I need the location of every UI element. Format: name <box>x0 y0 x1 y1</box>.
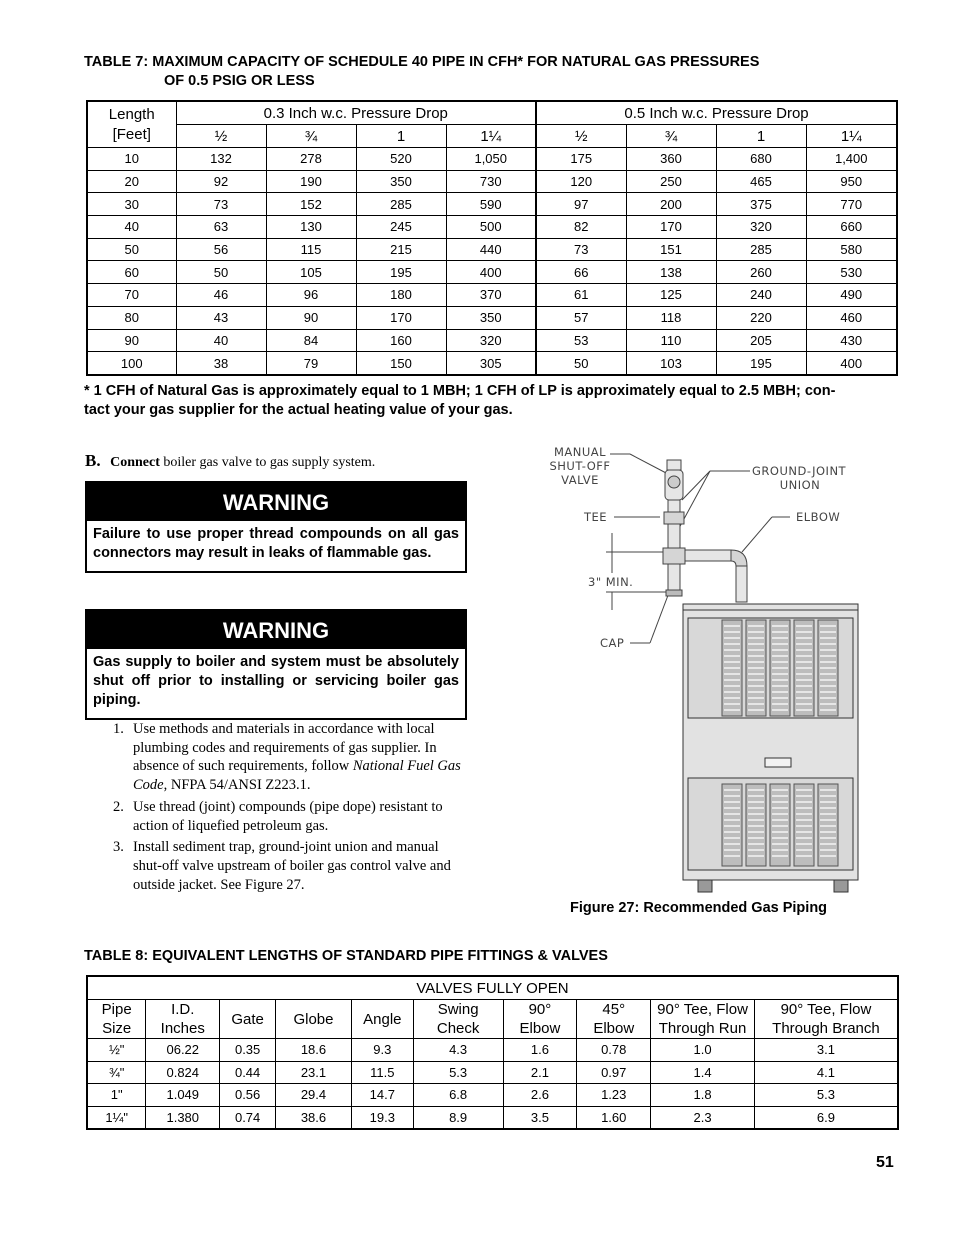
list-text: Install sediment trap, ground-joint union and manual shut-off valve upstream of boiler gas control valve and outside jacket. See Figure 27. <box>133 839 451 893</box>
step-b-verb: Connect <box>110 455 160 470</box>
length-value-cell: 6.8 <box>413 1084 503 1107</box>
length-value-cell: 29.4 <box>276 1084 352 1107</box>
label-min: 3" MIN. <box>588 575 634 589</box>
capacity-cell: 152 <box>266 193 356 216</box>
column-header <box>220 1000 276 1039</box>
column-header <box>413 1000 503 1039</box>
capacity-cell: 115 <box>266 238 356 261</box>
column-header-line: I.D. <box>171 1001 195 1018</box>
column-header-line: Pipe <box>101 1001 132 1018</box>
length-cell: 60 <box>87 261 176 284</box>
capacity-cell: 46 <box>176 284 266 307</box>
length-value-cell: 1.8 <box>651 1084 755 1107</box>
gas-piping-figure <box>520 440 900 900</box>
capacity-cell: 580 <box>806 238 897 261</box>
column-header <box>503 1000 577 1039</box>
capacity-cell: 278 <box>266 148 356 171</box>
capacity-cell: 130 <box>266 216 356 239</box>
capacity-cell: 50 <box>176 261 266 284</box>
column-header-line: Swing <box>437 1001 479 1018</box>
table-row <box>87 261 897 284</box>
capacity-cell: 440 <box>446 238 536 261</box>
table-row <box>87 1061 898 1084</box>
table-row <box>87 193 897 216</box>
list-number: 3. <box>113 839 124 856</box>
capacity-cell: 320 <box>446 329 536 352</box>
length-value-cell: 0.44 <box>220 1061 276 1084</box>
column-header <box>651 1000 755 1039</box>
table8 <box>86 975 899 1130</box>
label-manual-1: MANUAL <box>553 445 607 459</box>
list-number: 2. <box>113 798 124 815</box>
capacity-cell: 160 <box>356 329 446 352</box>
capacity-cell: 175 <box>536 148 626 171</box>
length-value-cell: 18.6 <box>276 1039 352 1062</box>
length-value-cell: 0.78 <box>577 1039 651 1062</box>
column-header-line: Size <box>102 1020 132 1037</box>
length-value-cell: 5.3 <box>413 1061 503 1084</box>
table8-group-header: VALVES FULLY OPEN <box>87 976 898 1000</box>
length-value-cell: 4.1 <box>754 1061 898 1084</box>
capacity-cell: 465 <box>716 170 806 193</box>
length-value-cell: 0.824 <box>146 1061 220 1084</box>
column-header-line: Through Run <box>658 1020 747 1037</box>
table-row <box>87 238 897 261</box>
table7 <box>86 100 898 376</box>
length-cell: 40 <box>87 216 176 239</box>
label-cap: CAP <box>600 636 625 650</box>
pipe-size-header: 1 <box>716 125 806 148</box>
capacity-cell: 79 <box>266 352 356 375</box>
list-item <box>85 720 465 795</box>
capacity-cell: 245 <box>356 216 446 239</box>
pipe-size-header: 1¼ <box>806 125 897 148</box>
pipe-size-header: ½ <box>176 125 266 148</box>
capacity-cell: 40 <box>176 329 266 352</box>
capacity-cell: 57 <box>536 306 626 329</box>
capacity-cell: 250 <box>626 170 716 193</box>
column-header-line: Check <box>436 1020 480 1037</box>
pipe-size-header: ¾ <box>626 125 716 148</box>
page-number: 51 <box>876 1154 894 1171</box>
capacity-cell: 56 <box>176 238 266 261</box>
capacity-cell: 215 <box>356 238 446 261</box>
capacity-cell: 190 <box>266 170 356 193</box>
figure27-caption: Figure 27: Recommended Gas Piping <box>570 900 828 916</box>
capacity-cell: 400 <box>446 261 536 284</box>
length-value-cell: 3.1 <box>754 1039 898 1062</box>
warning-text: Failure to use proper thread compounds on all gas connectors may result in leaks of flammable gas. <box>93 526 459 561</box>
label-elbow: ELBOW <box>796 510 841 524</box>
table-row <box>87 329 897 352</box>
capacity-cell: 200 <box>626 193 716 216</box>
list-text: Use thread (joint) compounds (pipe dope) resistant to action of liquefied petroleum gas. <box>133 798 443 834</box>
capacity-cell: 305 <box>446 352 536 375</box>
column-header-line: Globe <box>293 1010 334 1028</box>
warning-title: WARNING <box>87 483 465 521</box>
table-row <box>87 306 897 329</box>
step-list <box>85 720 465 897</box>
capacity-cell: 195 <box>716 352 806 375</box>
length-value-cell: 8.9 <box>413 1106 503 1129</box>
length-value-cell: 0.35 <box>220 1039 276 1062</box>
capacity-cell: 430 <box>806 329 897 352</box>
label-manual-3: VALVE <box>561 473 599 487</box>
capacity-cell: 73 <box>536 238 626 261</box>
length-value-cell: 5.3 <box>754 1084 898 1107</box>
table7-title <box>84 53 759 91</box>
length-header-line2: [Feet] <box>112 125 151 143</box>
capacity-cell: 170 <box>626 216 716 239</box>
label-tee: TEE <box>584 510 608 524</box>
capacity-cell: 240 <box>716 284 806 307</box>
step-b-text: boiler gas valve to gas supply system. <box>159 455 376 470</box>
length-value-cell: 11.5 <box>351 1061 413 1084</box>
pipe-size-header: ¾ <box>266 125 356 148</box>
capacity-cell: 520 <box>356 148 446 171</box>
length-value-cell: 19.3 <box>351 1106 413 1129</box>
pipe-size-cell: ½" <box>87 1039 146 1062</box>
capacity-cell: 138 <box>626 261 716 284</box>
capacity-cell: 220 <box>716 306 806 329</box>
length-cell: 30 <box>87 193 176 216</box>
length-cell: 70 <box>87 284 176 307</box>
column-header <box>276 1000 352 1039</box>
capacity-cell: 460 <box>806 306 897 329</box>
capacity-cell: 84 <box>266 329 356 352</box>
pipe-size-cell: 1" <box>87 1084 146 1107</box>
capacity-cell: 43 <box>176 306 266 329</box>
capacity-cell: 63 <box>176 216 266 239</box>
length-value-cell: 06.22 <box>146 1039 220 1062</box>
column-header <box>146 1000 220 1039</box>
table7-title-line1: TABLE 7: MAXIMUM CAPACITY OF SCHEDULE 40 PIPE IN CFH* FOR NATURAL GAS PRESSURES <box>84 54 760 70</box>
capacity-cell: 92 <box>176 170 266 193</box>
length-cell: 20 <box>87 170 176 193</box>
capacity-cell: 370 <box>446 284 536 307</box>
label-union-2: UNION <box>779 478 821 492</box>
pipe-size-header: 1 <box>356 125 446 148</box>
footnote-line1: * 1 CFH of Natural Gas is approximately equal to 1 MBH; 1 CFH of LP is approximately equal to 2.5 MBH; con- <box>84 383 836 399</box>
capacity-cell: 320 <box>716 216 806 239</box>
capacity-cell: 73 <box>176 193 266 216</box>
footnote-line2: tact your gas supplier for the actual heating value of your gas. <box>84 402 513 418</box>
warning-box-shutoff <box>85 609 467 720</box>
length-value-cell: 1.380 <box>146 1106 220 1129</box>
capacity-cell: 500 <box>446 216 536 239</box>
length-value-cell: 38.6 <box>276 1106 352 1129</box>
capacity-cell: 490 <box>806 284 897 307</box>
length-value-cell: 1.6 <box>503 1039 577 1062</box>
length-cell: 100 <box>87 352 176 375</box>
capacity-cell: 400 <box>806 352 897 375</box>
table8-title: TABLE 8: EQUIVALENT LENGTHS OF STANDARD PIPE FITTINGS & VALVES <box>84 948 608 964</box>
length-cell: 10 <box>87 148 176 171</box>
capacity-cell: 53 <box>536 329 626 352</box>
length-value-cell: 3.5 <box>503 1106 577 1129</box>
length-value-cell: 0.74 <box>220 1106 276 1129</box>
capacity-cell: 350 <box>356 170 446 193</box>
pipe-size-cell: ¾" <box>87 1061 146 1084</box>
length-value-cell: 6.9 <box>754 1106 898 1129</box>
table-row <box>87 216 897 239</box>
pipe-size-header: 1¼ <box>446 125 536 148</box>
capacity-cell: 96 <box>266 284 356 307</box>
capacity-cell: 97 <box>536 193 626 216</box>
warning-text: Gas supply to boiler and system must be absolutely shut off prior to installing or servicing boiler gas piping. <box>93 654 459 708</box>
list-text: Use methods and materials in accordance with local plumbing codes and requirements of gas supplier. In absence of such requirements, follow <box>133 721 437 775</box>
capacity-cell: 195 <box>356 261 446 284</box>
length-value-cell: 1.23 <box>577 1084 651 1107</box>
capacity-cell: 375 <box>716 193 806 216</box>
length-value-cell: 0.97 <box>577 1061 651 1084</box>
label-manual-2: SHUT-OFF <box>549 459 611 473</box>
table-row <box>87 1084 898 1107</box>
column-header-line: 90° <box>528 1001 552 1018</box>
capacity-cell: 1,400 <box>806 148 897 171</box>
warning-box-thread <box>85 481 467 573</box>
capacity-cell: 66 <box>536 261 626 284</box>
length-header-line1: Length <box>108 105 155 123</box>
list-item <box>85 798 465 835</box>
capacity-cell: 118 <box>626 306 716 329</box>
capacity-cell: 180 <box>356 284 446 307</box>
length-value-cell: 2.6 <box>503 1084 577 1107</box>
column-header <box>754 1000 898 1039</box>
capacity-cell: 61 <box>536 284 626 307</box>
capacity-cell: 350 <box>446 306 536 329</box>
capacity-cell: 132 <box>176 148 266 171</box>
length-value-cell: 4.3 <box>413 1039 503 1062</box>
pipe-size-header: ½ <box>536 125 626 148</box>
length-value-cell: 23.1 <box>276 1061 352 1084</box>
length-value-cell: 14.7 <box>351 1084 413 1107</box>
capacity-cell: 285 <box>716 238 806 261</box>
table-row <box>87 1039 898 1062</box>
table-row <box>87 1106 898 1129</box>
step-b-letter: B. <box>85 451 101 470</box>
table7-title-line2: OF 0.5 PSIG OR LESS <box>164 73 315 89</box>
capacity-cell: 120 <box>536 170 626 193</box>
capacity-cell: 82 <box>536 216 626 239</box>
capacity-cell: 150 <box>356 352 446 375</box>
table7-footnote <box>84 382 900 420</box>
list-item <box>85 838 465 894</box>
code-reference: National Fuel Gas Code <box>133 758 461 794</box>
length-value-cell: 1.0 <box>651 1039 755 1062</box>
column-header <box>351 1000 413 1039</box>
list-text: , NFPA 54/ANSI Z223.1. <box>163 777 311 794</box>
group-header-0-3: 0.3 Inch w.c. Pressure Drop <box>176 101 536 125</box>
length-value-cell: 2.1 <box>503 1061 577 1084</box>
column-header <box>87 1000 146 1039</box>
capacity-cell: 770 <box>806 193 897 216</box>
capacity-cell: 205 <box>716 329 806 352</box>
pipe-size-cell: 1¼" <box>87 1106 146 1129</box>
column-header-line: Elbow <box>593 1020 635 1037</box>
column-header-line: Inches <box>160 1020 205 1037</box>
warning-title: WARNING <box>87 611 465 649</box>
length-value-cell: 2.3 <box>651 1106 755 1129</box>
table-row <box>87 352 897 375</box>
table-row <box>87 170 897 193</box>
column-header-line: 90° Tee, Flow <box>657 1001 748 1018</box>
column-header-line: Elbow <box>519 1020 561 1037</box>
capacity-cell: 590 <box>446 193 536 216</box>
capacity-cell: 660 <box>806 216 897 239</box>
length-value-cell: 0.56 <box>220 1084 276 1107</box>
capacity-cell: 260 <box>716 261 806 284</box>
length-value-cell: 9.3 <box>351 1039 413 1062</box>
capacity-cell: 730 <box>446 170 536 193</box>
capacity-cell: 170 <box>356 306 446 329</box>
capacity-cell: 530 <box>806 261 897 284</box>
capacity-cell: 125 <box>626 284 716 307</box>
capacity-cell: 950 <box>806 170 897 193</box>
capacity-cell: 285 <box>356 193 446 216</box>
group-header-0-5: 0.5 Inch w.c. Pressure Drop <box>536 101 897 125</box>
capacity-cell: 38 <box>176 352 266 375</box>
capacity-cell: 151 <box>626 238 716 261</box>
column-header-line: 45° <box>602 1001 626 1018</box>
capacity-cell: 110 <box>626 329 716 352</box>
column-header-line: Angle <box>363 1010 402 1028</box>
table-row <box>87 148 897 171</box>
capacity-cell: 103 <box>626 352 716 375</box>
length-cell: 50 <box>87 238 176 261</box>
label-union-1: GROUND-JOINT <box>752 464 847 478</box>
column-header-line: Gate <box>231 1010 264 1028</box>
capacity-cell: 90 <box>266 306 356 329</box>
column-header <box>577 1000 651 1039</box>
capacity-cell: 360 <box>626 148 716 171</box>
length-cell: 80 <box>87 306 176 329</box>
capacity-cell: 680 <box>716 148 806 171</box>
length-value-cell: 1.4 <box>651 1061 755 1084</box>
length-value-cell: 1.049 <box>146 1084 220 1107</box>
table-row <box>87 284 897 307</box>
length-header <box>87 101 176 148</box>
list-number: 1. <box>113 721 124 737</box>
capacity-cell: 50 <box>536 352 626 375</box>
capacity-cell: 1,050 <box>446 148 536 171</box>
capacity-cell: 105 <box>266 261 356 284</box>
column-header-line: 90° Tee, Flow <box>780 1001 872 1018</box>
step-b <box>85 451 375 471</box>
length-value-cell: 1.60 <box>577 1106 651 1129</box>
column-header-line: Through Branch <box>772 1020 880 1037</box>
length-cell: 90 <box>87 329 176 352</box>
